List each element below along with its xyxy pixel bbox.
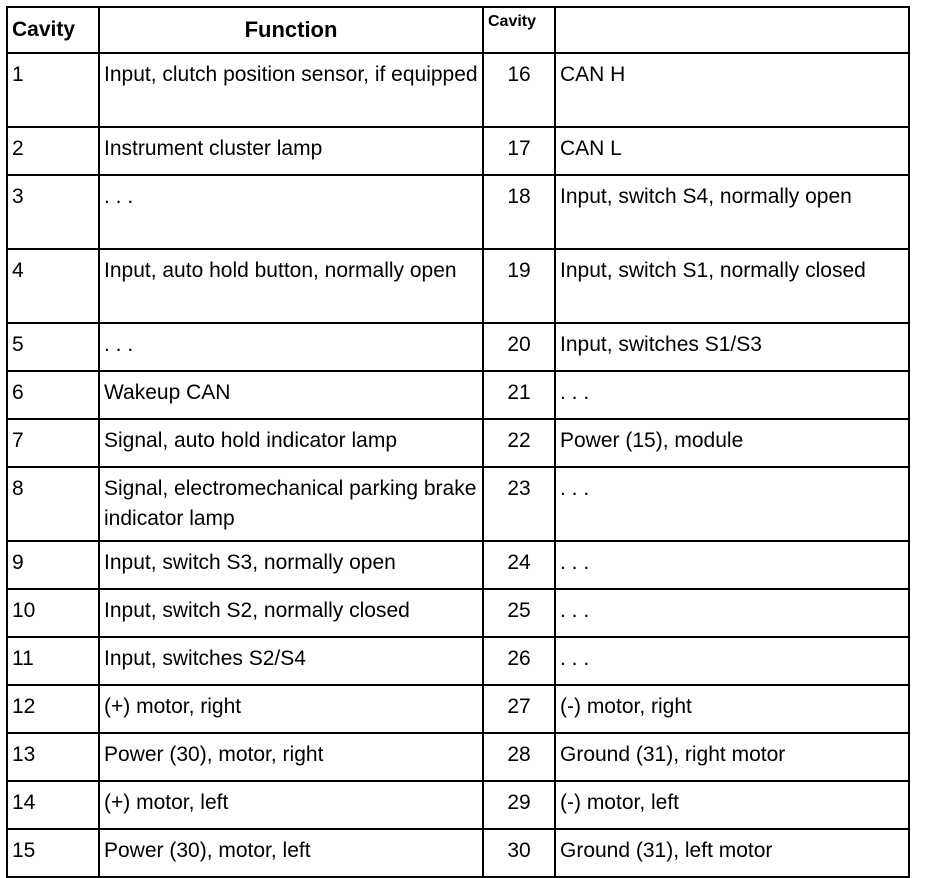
function-right-cell: . . .: [555, 467, 909, 541]
table-row: [7, 175, 909, 249]
cavity-function-table: [6, 6, 910, 878]
function-left-cell: (+) motor, left: [99, 781, 483, 829]
function-right-cell: Input, switch S1, normally closed: [555, 249, 909, 323]
function-left-cell: Input, auto hold button, normally open: [99, 249, 483, 323]
function-left-cell: . . .: [99, 323, 483, 371]
table-row: [7, 541, 909, 589]
cavity-right-cell: 26: [483, 637, 555, 685]
function-right-cell: Input, switches S1/S3: [555, 323, 909, 371]
cavity-left-cell: 5: [7, 323, 99, 371]
cavity-right-cell: 23: [483, 467, 555, 541]
cavity-left-cell: 2: [7, 127, 99, 175]
function-left-cell: Input, switches S2/S4: [99, 637, 483, 685]
header-cavity-right: Cavity: [483, 7, 555, 53]
function-right-cell: Ground (31), right motor: [555, 733, 909, 781]
cavity-left-cell: 7: [7, 419, 99, 467]
function-right-cell: . . .: [555, 541, 909, 589]
cavity-right-cell: 25: [483, 589, 555, 637]
function-left-cell: Input, switch S2, normally closed: [99, 589, 483, 637]
function-right-cell: Ground (31), left motor: [555, 829, 909, 877]
cavity-left-cell: 14: [7, 781, 99, 829]
cavity-left-cell: 11: [7, 637, 99, 685]
cavity-right-cell: 20: [483, 323, 555, 371]
cavity-right-cell: 24: [483, 541, 555, 589]
function-right-cell: (-) motor, right: [555, 685, 909, 733]
header-cavity-left: Cavity: [7, 7, 99, 53]
function-left-cell: Signal, auto hold indicator lamp: [99, 419, 483, 467]
cavity-right-cell: 19: [483, 249, 555, 323]
table-row: [7, 53, 909, 127]
function-right-cell: . . .: [555, 371, 909, 419]
cavity-left-cell: 1: [7, 53, 99, 127]
table-row: [7, 371, 909, 419]
cavity-right-cell: 28: [483, 733, 555, 781]
table-row: [7, 323, 909, 371]
cavity-left-cell: 15: [7, 829, 99, 877]
cavity-right-cell: 27: [483, 685, 555, 733]
cavity-left-cell: 4: [7, 249, 99, 323]
cavity-left-cell: 12: [7, 685, 99, 733]
function-right-cell: . . .: [555, 589, 909, 637]
function-left-cell: Power (30), motor, left: [99, 829, 483, 877]
table-row: [7, 127, 909, 175]
function-left-cell: Signal, electromechanical parking brake indicator lamp: [99, 467, 483, 541]
table-header-row: [7, 7, 909, 53]
header-function: Function: [99, 7, 483, 53]
table-row: [7, 829, 909, 877]
cavity-left-cell: 9: [7, 541, 99, 589]
function-left-cell: Instrument cluster lamp: [99, 127, 483, 175]
function-right-cell: . . .: [555, 637, 909, 685]
cavity-left-cell: 10: [7, 589, 99, 637]
cavity-right-cell: 18: [483, 175, 555, 249]
cavity-right-cell: 21: [483, 371, 555, 419]
function-right-cell: Input, switch S4, normally open: [555, 175, 909, 249]
table-row: [7, 467, 909, 541]
function-left-cell: . . .: [99, 175, 483, 249]
header-function-right: [555, 7, 909, 53]
table-row: [7, 419, 909, 467]
table-row: [7, 637, 909, 685]
cavity-right-cell: 16: [483, 53, 555, 127]
cavity-left-cell: 13: [7, 733, 99, 781]
cavity-right-cell: 29: [483, 781, 555, 829]
table-row: [7, 249, 909, 323]
function-left-cell: (+) motor, right: [99, 685, 483, 733]
function-right-cell: Power (15), module: [555, 419, 909, 467]
function-left-cell: Power (30), motor, right: [99, 733, 483, 781]
function-right-cell: (-) motor, left: [555, 781, 909, 829]
cavity-right-cell: 22: [483, 419, 555, 467]
table-row: [7, 685, 909, 733]
table-row: [7, 589, 909, 637]
cavity-left-cell: 6: [7, 371, 99, 419]
function-left-cell: Input, switch S3, normally open: [99, 541, 483, 589]
cavity-left-cell: 3: [7, 175, 99, 249]
table-body: [7, 53, 909, 877]
function-left-cell: Input, clutch position sensor, if equipped: [99, 53, 483, 127]
function-right-cell: CAN H: [555, 53, 909, 127]
cavity-right-cell: 17: [483, 127, 555, 175]
cavity-left-cell: 8: [7, 467, 99, 541]
table-row: [7, 781, 909, 829]
function-left-cell: Wakeup CAN: [99, 371, 483, 419]
function-right-cell: CAN L: [555, 127, 909, 175]
table-row: [7, 733, 909, 781]
cavity-right-cell: 30: [483, 829, 555, 877]
